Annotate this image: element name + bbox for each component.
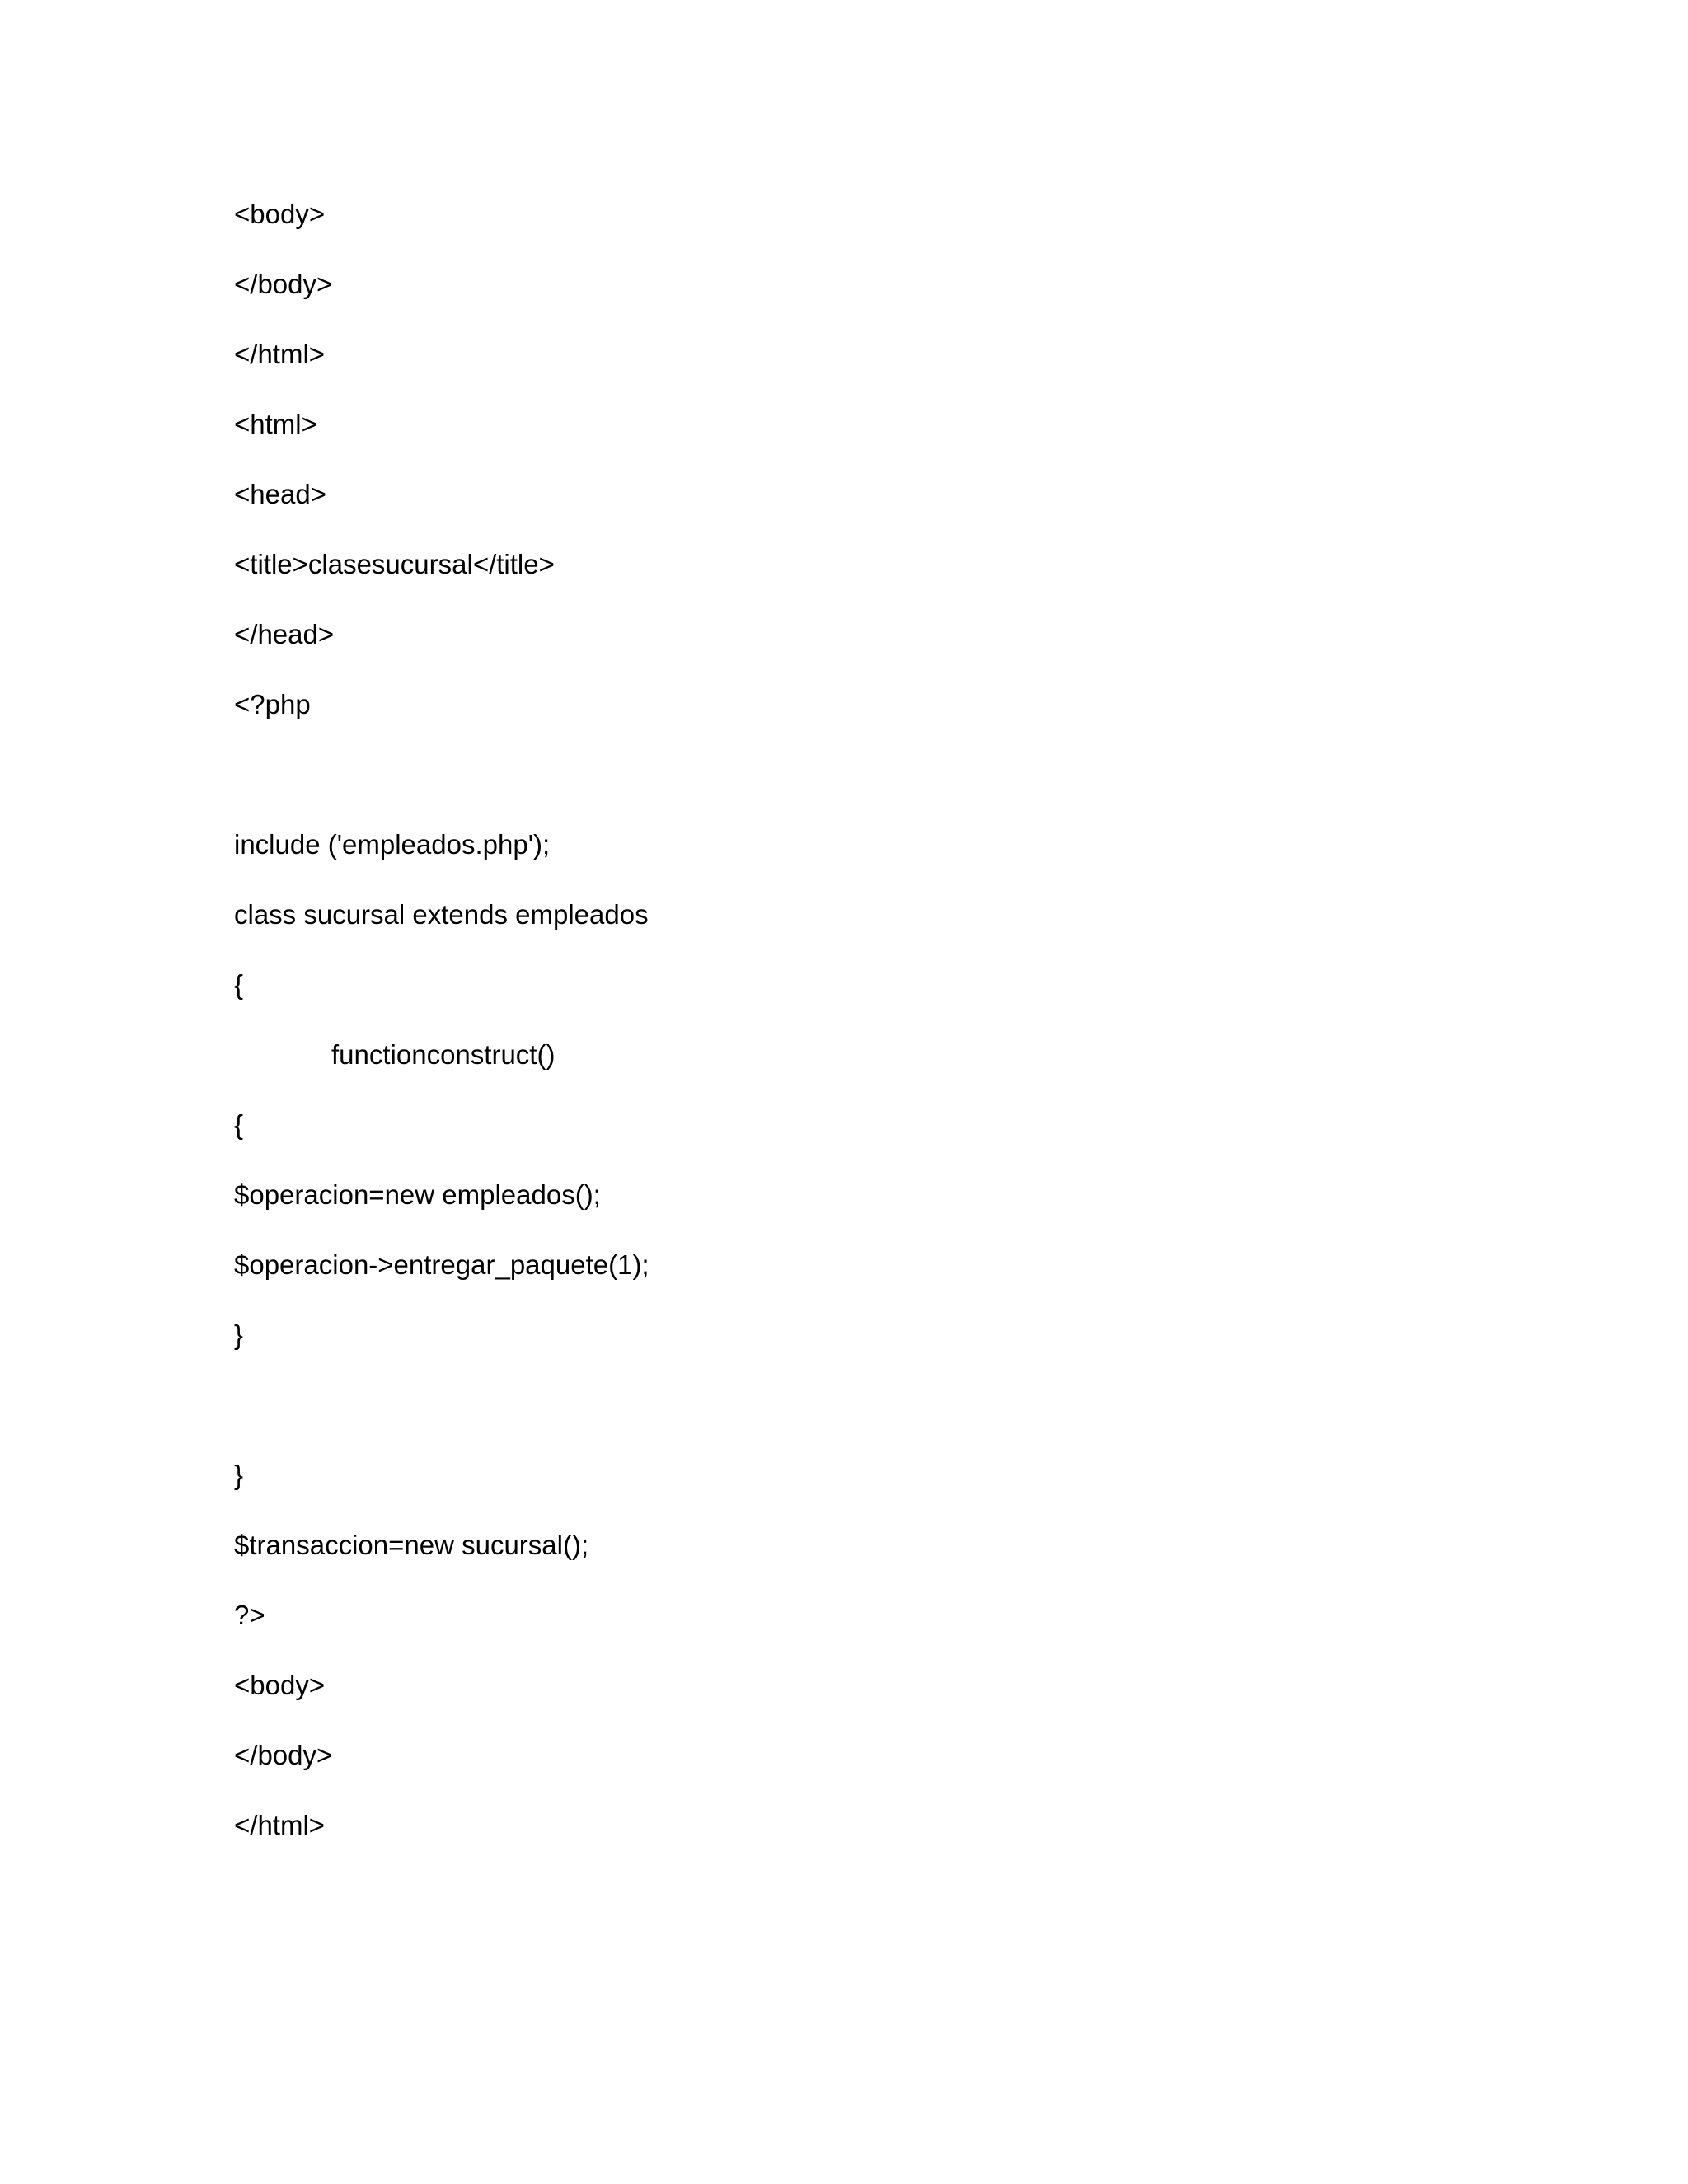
code-line: <html> (234, 409, 317, 439)
code-line: include ('empleados.php'); (234, 829, 551, 860)
code-line: <title>clasesucursal</title> (234, 549, 555, 579)
code-listing (234, 196, 649, 1877)
blank-line (234, 1387, 649, 1457)
code-line: </body> (234, 1740, 333, 1770)
blank-line (234, 757, 649, 827)
code-line: $operacion=new empleados(); (234, 1179, 601, 1210)
code-line: <body> (234, 199, 326, 229)
code-line: functionconstruct() (331, 1039, 556, 1070)
code-line: </head> (234, 619, 335, 649)
code-line: $operacion->entregar_paquete(1); (234, 1249, 649, 1280)
code-line: } (234, 1319, 244, 1350)
code-line: </html> (234, 339, 326, 369)
code-line: { (234, 969, 244, 1000)
code-line: ?> (234, 1600, 265, 1630)
code-line: <?php (234, 689, 311, 719)
code-line: </body> (234, 269, 333, 299)
code-line: } (234, 1460, 244, 1490)
code-line: $transaccion=new sucursal(); (234, 1530, 589, 1560)
code-line: <head> (234, 479, 326, 509)
code-line: </html> (234, 1810, 326, 1840)
code-line: { (234, 1109, 244, 1140)
code-line: class sucursal extends empleados (234, 899, 649, 930)
code-line: <body> (234, 1670, 326, 1700)
